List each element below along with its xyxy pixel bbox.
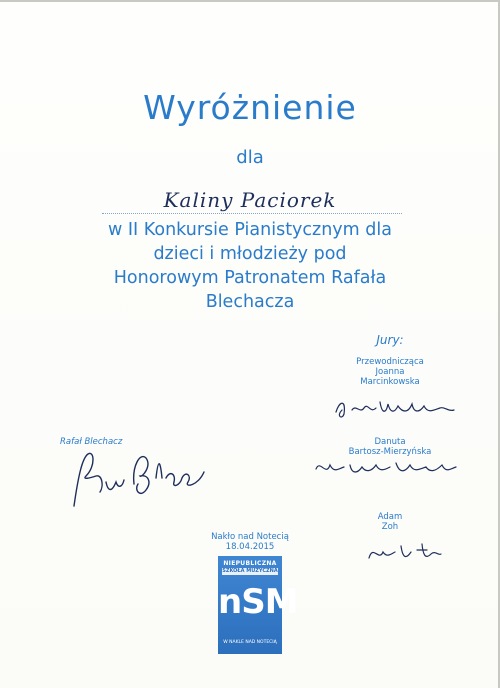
jury-president-name: [330, 367, 450, 387]
school-logo: [218, 556, 298, 654]
issue-place-date: [205, 532, 295, 552]
description-line: Honorowym Patronatem Rafała: [113, 268, 387, 288]
patron-signature: [60, 448, 210, 518]
name-line: Bartosz-Mierzyńska: [348, 447, 432, 457]
scan-edge-top: [0, 0, 500, 2]
recipient-dotted-line: [102, 213, 402, 214]
logo-top-text: NIEPUBLICZNA: [223, 560, 277, 567]
recipient-handwritten-name: Kaliny Paciorek: [163, 188, 337, 212]
certificate-title: Wyróżnienie: [143, 88, 357, 127]
award-description: [60, 218, 440, 314]
name-line: Joanna: [375, 367, 405, 377]
name-line: Adam: [377, 512, 403, 522]
patron-name: Rafał Blechacz: [60, 437, 123, 447]
logo-bottom-text: W NAKLE NAD NOTECIĄ: [223, 640, 277, 645]
logo-mark: nSM: [218, 582, 298, 622]
logo-band-text: SZKOŁA MUZYCZNA: [222, 568, 278, 574]
jury-president-role: Przewodnicząca: [356, 357, 424, 367]
name-line: Zoh: [381, 522, 399, 532]
president-signature: [330, 392, 460, 422]
jury-member-3-name: [330, 512, 450, 532]
jury-heading: Jury:: [376, 333, 404, 347]
name-line: Marcinkowska: [360, 377, 420, 387]
description-line: Blechacza: [205, 292, 295, 312]
issue-date: 18.04.2015: [225, 542, 275, 552]
issue-place: Nakło nad Notecią: [211, 532, 289, 542]
for-word: dla: [236, 147, 264, 168]
name-line: Danuta: [374, 437, 406, 447]
description-line: dzieci i młodzieży pod: [153, 244, 347, 264]
description-line: w II Konkursie Pianistycznym dla: [108, 220, 392, 240]
member-3-signature: [365, 540, 445, 564]
jury-member-2-name: [330, 437, 450, 457]
member-2-signature: [310, 455, 460, 481]
